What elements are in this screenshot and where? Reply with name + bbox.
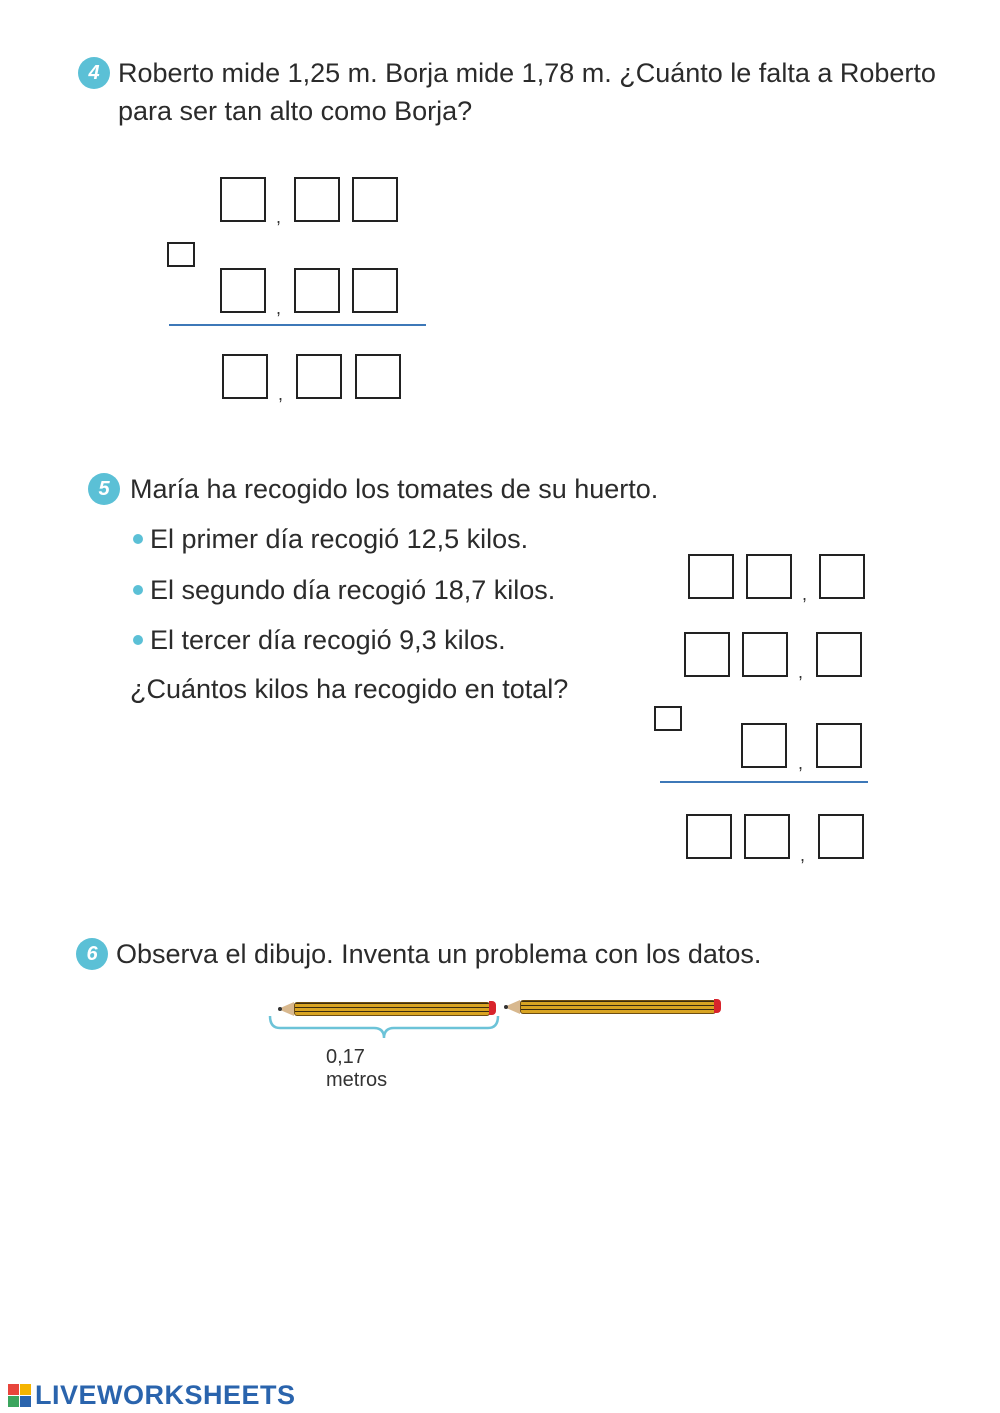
q5-row3-units-box[interactable] [741,723,787,768]
pencil-lead-icon [504,1005,508,1009]
question-5-bullet-3: El tercer día recogió 9,3 kilos. [150,625,506,655]
q5-result-line [660,781,868,783]
q5-row2-comma: , [798,662,804,682]
q5-row3-comma: , [798,753,804,773]
liveworksheets-logo-icon [8,1384,32,1408]
brand-logo [8,1380,296,1411]
pencil-eraser-icon [714,999,721,1013]
question-5-bullet-1: El primer día recogió 12,5 kilos. [150,524,529,554]
q5-row2-tens-box[interactable] [684,632,730,677]
q5-operator-box[interactable] [654,706,682,731]
q5-result-comma: , [800,845,806,865]
measure-bracket [266,1014,504,1044]
q4-row1-hundredths-box[interactable] [352,177,398,222]
q4-row1-comma: , [276,207,282,227]
brand-text: LIVEWORKSHEETS [35,1380,296,1410]
q4-result-tenths-box[interactable] [296,354,342,399]
q4-row1-units-box[interactable] [220,177,266,222]
q4-result-hundredths-box[interactable] [355,354,401,399]
question-5-badge: 5 [88,473,120,505]
q4-result-comma: , [278,384,284,404]
bullet-icon [133,534,143,544]
bullet-icon [133,635,143,645]
measure-label: 0,17 metros [326,1046,388,1091]
q5-row1-comma: , [802,584,808,604]
q5-row2-tenths-box[interactable] [816,632,862,677]
q4-row2-comma: , [276,298,282,318]
pencil-lead-icon [278,1007,282,1011]
question-5-bullet-2: El segundo día recogió 18,7 kilos. [150,575,556,605]
q4-row2-hundredths-box[interactable] [352,268,398,313]
q5-row1-units-box[interactable] [746,554,792,599]
q4-result-units-box[interactable] [222,354,268,399]
q4-operator-box[interactable] [167,242,195,267]
q4-row1-tenths-box[interactable] [294,177,340,222]
q4-row2-units-box[interactable] [220,268,266,313]
q5-row1-tens-box[interactable] [688,554,734,599]
q5-row3-tenths-box[interactable] [816,723,862,768]
pencil-eraser-icon [489,1001,496,1015]
question-5-question: ¿Cuántos kilos ha recogido en total? [130,674,569,704]
question-6-text: Observa el dibujo. Inventa un problema con los datos. [116,939,762,969]
question-6-badge: 6 [76,938,108,970]
q5-result-units-box[interactable] [744,814,790,859]
question-5-intro: María ha recogido los tomates de su huerto. [130,474,659,504]
question-4-text-line1: Roberto mide 1,25 m. Borja mide 1,78 m. ¿Cuánto le falta a Roberto [118,58,936,88]
bullet-icon [133,585,143,595]
question-4-text-line2: para ser tan alto como Borja? [118,96,473,126]
question-4-badge: 4 [78,57,110,89]
q5-row2-units-box[interactable] [742,632,788,677]
q5-result-tens-box[interactable] [686,814,732,859]
q4-row2-tenths-box[interactable] [294,268,340,313]
q5-row1-tenths-box[interactable] [819,554,865,599]
pencil-2 [520,1000,716,1014]
q5-result-tenths-box[interactable] [818,814,864,859]
q4-result-line [169,324,426,326]
